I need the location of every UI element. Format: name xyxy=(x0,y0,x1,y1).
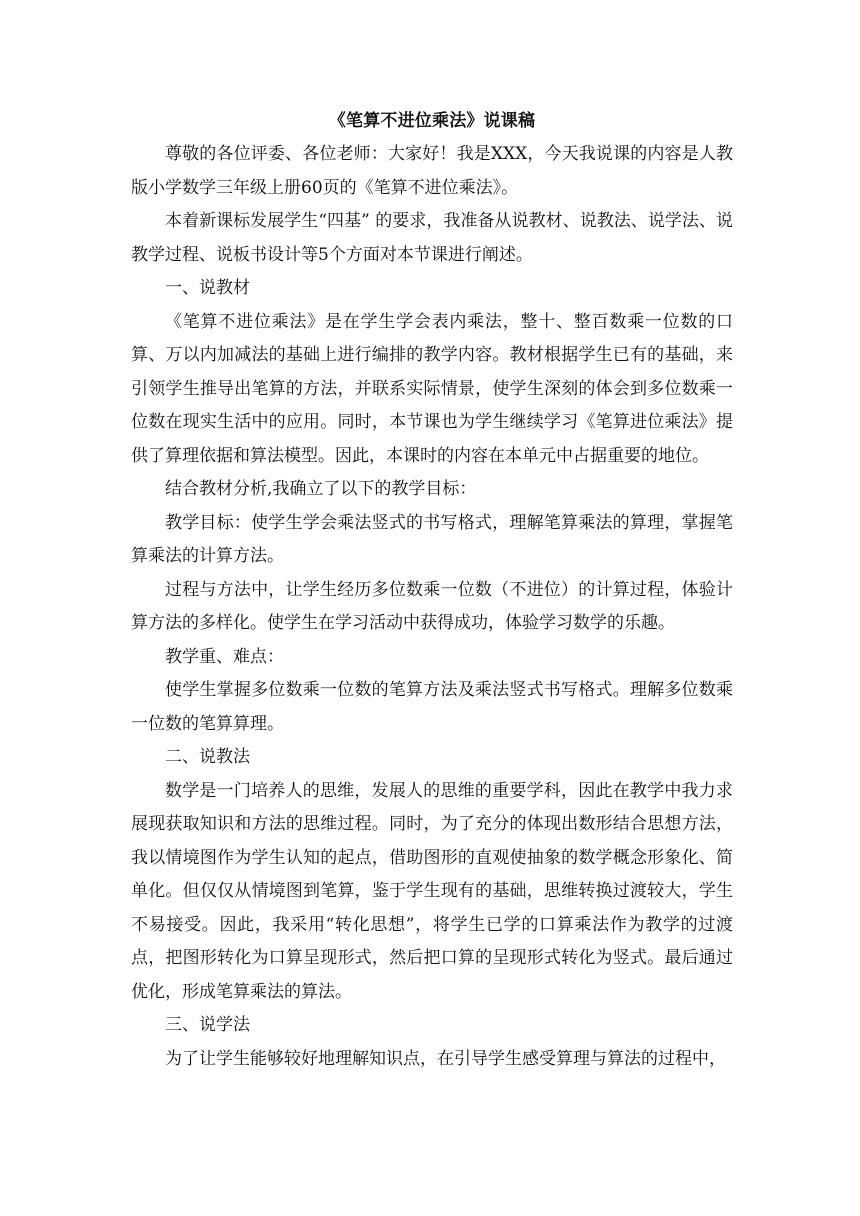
paragraph-teaching-method: 数学是一门培养人的思维，发展人的思维的重要学科，因此在教学中我力求展现获取知识和方法的思维过程。同时，为了充分的体现出数形结合思想方法，我以情境图作为学生认知的起点，借助图形的直观使抽象的数学概念形象化、简单化。但仅仅从情境图到笔算，鉴于学生现有的基础，思维转换过渡较大，学生不易接受。因此，我采用“转化思想”，将学生已学的口算乘法作为教学的过渡点，把图形转化为口算呈现形式，然后把口算的呈现形式转化为竖式。最后通过优化，形成笔算乘法的算法。 xyxy=(131,780,733,1002)
section-heading-learning-method: 三、说学法 xyxy=(165,1015,250,1035)
document-body xyxy=(131,108,733,1076)
paragraph-objectives-intro: 结合教材分析,我确立了以下的教学目标： xyxy=(165,479,477,499)
paragraph-teaching-objectives: 教学目标：使学生学会乘法竖式的书写格式，理解笔算乘法的算理，掌握笔算乘法的计算方法。 xyxy=(131,512,733,566)
section-heading-teaching-method: 二、说教法 xyxy=(165,747,250,767)
paragraph-process-methods: 过程与方法中，让学生经历多位数乘一位数（不进位）的计算过程，体验计算方法的多样化。使学生在学习活动中获得成功，体验学习数学的乐趣。 xyxy=(131,579,733,633)
paragraph-greeting: 尊敬的各位评委、各位老师：大家好！我是XXX，今天我说课的内容是人教版小学数学三年级上册60页的《笔算不进位乘法》。 xyxy=(131,144,733,198)
paragraph-key-points: 使学生掌握多位数乘一位数的笔算方法及乘法竖式书写格式。理解多位数乘一位数的笔算算理。 xyxy=(131,680,733,734)
paragraph-key-points-heading: 教学重、难点： xyxy=(165,646,284,667)
paragraph-overview: 本着新课标发展学生“四基” 的要求，我准备从说教材、说教法、说学法、说教学过程、说板书设计等5个方面对本节课进行阐述。 xyxy=(131,211,733,265)
paragraph-textbook-analysis: 《笔算不进位乘法》是在学生学会表内乘法，整十、整百数乘一位数的口算、万以内加减法的基础上进行编排的教学内容。教材根据学生已有的基础，来引领学生推导出笔算的方法，并联系实际情景，使学生深刻的体会到多位数乘一位数在现实生活中的应用。同时，本节课也为学生继续学习《笔算进位乘法》提供了算理依据和算法模型。因此，本课时的内容在本单元中占据重要的地位。 xyxy=(131,311,733,466)
section-heading-textbook: 一、说教材 xyxy=(165,278,250,298)
paragraph-learning-method: 为了让学生能够较好地理解知识点，在引导学生感受算理与算法的过程中， xyxy=(165,1048,726,1069)
document-title: 《笔算不进位乘法》说课稿 xyxy=(328,111,536,131)
